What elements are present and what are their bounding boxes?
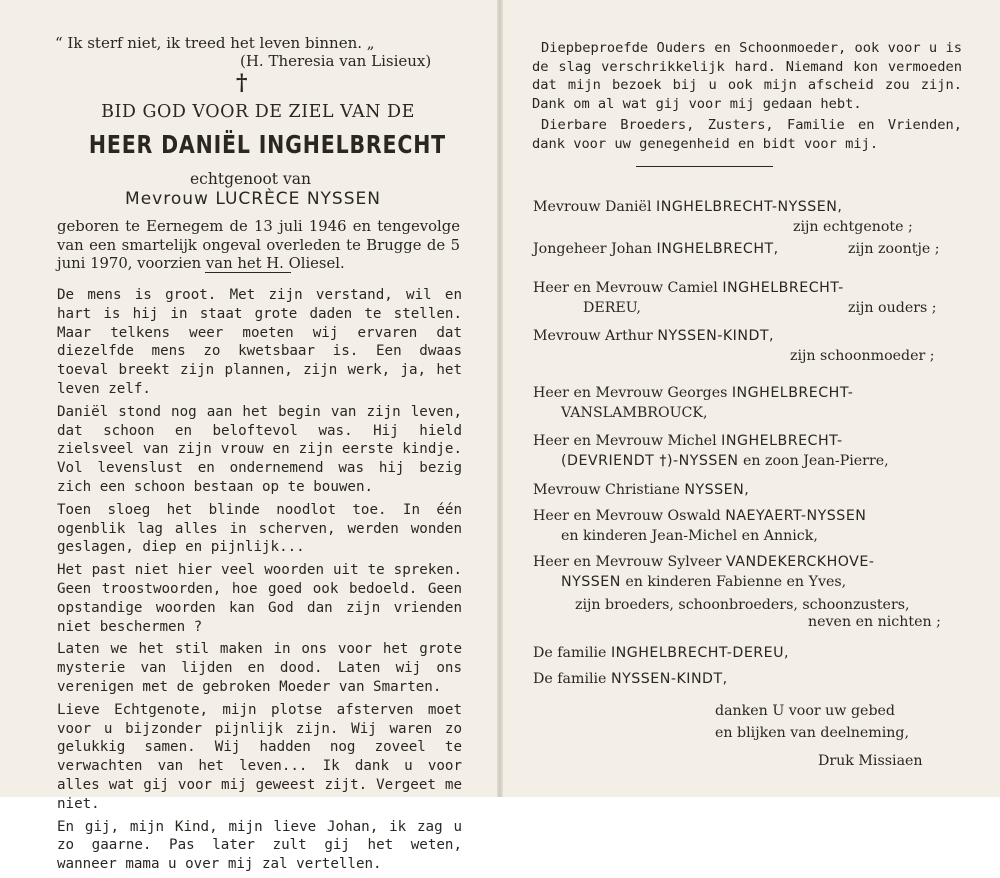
relation: zijn zoontje ; [848, 241, 940, 257]
family-member: Heer en Mevrouw Sylveer VANDEKERCKHOVE- [533, 554, 875, 570]
family-member: Heer en Mevrouw Camiel INGHELBRECHT- [533, 280, 844, 296]
spouse-intro: echtgenoot van [190, 170, 311, 188]
family-member: Mevrouw Christiane NYSSEN, [533, 482, 750, 498]
prayer-heading: BID GOD VOOR DE ZIEL VAN DE [101, 102, 415, 122]
birth-death-notice: geboren te Eernegem de 13 juli 1946 en tengevolge van een smartelijk ongeval overleden te Brugge de 5 juni 1970, voorzien van het H. Oliesel. [57, 218, 460, 272]
right-page [503, 0, 1000, 797]
family-line: De familie NYSSEN-KINDT, [533, 671, 728, 687]
siblings-address: Dierbare Broeders, Zusters, Familie en Vrienden, dank voor uw genegenheid en bidt voor mij. [532, 117, 962, 152]
quote: “ Ik sterf niet, ik treed het leven binnen. „ [55, 34, 375, 52]
family-member: Heer en Mevrouw Georges INGHELBRECHT- [533, 385, 854, 401]
paragraph: De mens is groot. Met zijn verstand, wil en hart is hij in staat grote daden te stellen. Maar telkens weer moeten wij ervaren dat diezelfde mens zo kwetsbaar is. Een dwaas toeval breekt zijn plannen, zijn werk, ja, het leven zelf. [57, 287, 462, 397]
family-member: Mevrouw Daniël INGHELBRECHT-NYSSEN, [533, 199, 843, 215]
family-member-cont: NYSSEN en kinderen Fabienne en Yves, [561, 574, 847, 590]
thanks-line: en blijken van deelneming, [715, 725, 910, 741]
paragraph: Daniël stond nog aan het begin van zijn leven, dat schoon en beloftevol was. Hij hield zielsveel van zijn vrouw en zijn eerste kindje. Vol levenslust en ondernemend was hij bezig zich een schoon bestaan op te bouwen. [57, 403, 462, 495]
family-member: Jongeheer Johan INGHELBRECHT, [533, 241, 779, 257]
family-member-cont: en kinderen Jean-Michel en Annick, [561, 528, 818, 544]
relation: neven en nichten ; [808, 614, 941, 630]
family-member: Mevrouw Arthur NYSSEN-KINDT, [533, 328, 775, 344]
cross-icon: † [236, 70, 248, 96]
paragraph: Toen sloeg het blinde noodlot toe. In één ogenblik lag alles in scherven, werden wonden geslagen, diep en pijnlijk... [57, 501, 462, 556]
divider [636, 166, 773, 167]
relation: zijn broeders, schoonbroeders, schoonzusters, [575, 597, 910, 613]
family-member-cont: (DEVRIENDT †)-NYSSEN en zoon Jean-Pierre, [561, 453, 889, 469]
relation: zijn ouders ; [848, 300, 937, 316]
family-member: Heer en Mevrouw Michel INGHELBRECHT- [533, 433, 843, 449]
family-member-cont: DEREU, [583, 300, 641, 316]
relation: zijn echtgenote ; [793, 219, 913, 235]
memorial-text [57, 286, 462, 878]
paragraph: En gij, mijn Kind, mijn lieve Johan, ik zag u zo gaarne. Pas later zult gij het weten, wanneer mama u over mij zal vertellen. [57, 818, 462, 873]
address-text [532, 39, 962, 153]
relation: zijn schoonmoeder ; [790, 348, 935, 364]
left-page [0, 0, 497, 873]
paragraph: Het past niet hier veel woorden uit te spreken. Geen troostwoorden, hoe goed ook bedoeld. Geen opstandige woorden kan God dan zijn vrienden niet beschermen ? [57, 562, 462, 635]
family-member: Heer en Mevrouw Oswald NAEYAERT-NYSSEN [533, 508, 867, 524]
divider [205, 272, 291, 273]
printer-credit: Druk Missiaen [818, 753, 923, 769]
parents-address: Diepbeproefde Ouders en Schoonmoeder, ook voor u is de slag verschrikkelijk hard. Niemand kon vermoeden dat mijn bezoek bij u ook mijn afscheid zou zijn. Dank om al wat gij voor mij gedaan hebt. [532, 40, 962, 112]
spouse-name: Mevrouw LUCRÈCE NYSSEN [125, 189, 381, 209]
paragraph: Laten we het stil maken in ons voor het grote mysterie van lijden en dood. Laten wij ons verenigen met de gebroken Moeder van Smarten. [57, 641, 462, 695]
deceased-name: HEER DANIËL INGHELBRECHT [88, 130, 446, 159]
family-line: De familie INGHELBRECHT-DEREU, [533, 645, 790, 661]
paragraph: Lieve Echtgenote, mijn plotse afsterven moet voor u bijzonder pijnlijk zijn. Wij waren zo gelukkig samen. Wij hadden nog zoveel te verwachten van het leven... Ik dank u voor alles wat gij voor mij geweest zijt. Vergeet me niet. [57, 701, 462, 812]
quote-source: (H. Theresia van Lisieux) [240, 52, 432, 70]
thanks-line: danken U voor uw gebed [715, 703, 896, 719]
family-member-cont: VANSLAMBROUCK, [561, 405, 708, 421]
